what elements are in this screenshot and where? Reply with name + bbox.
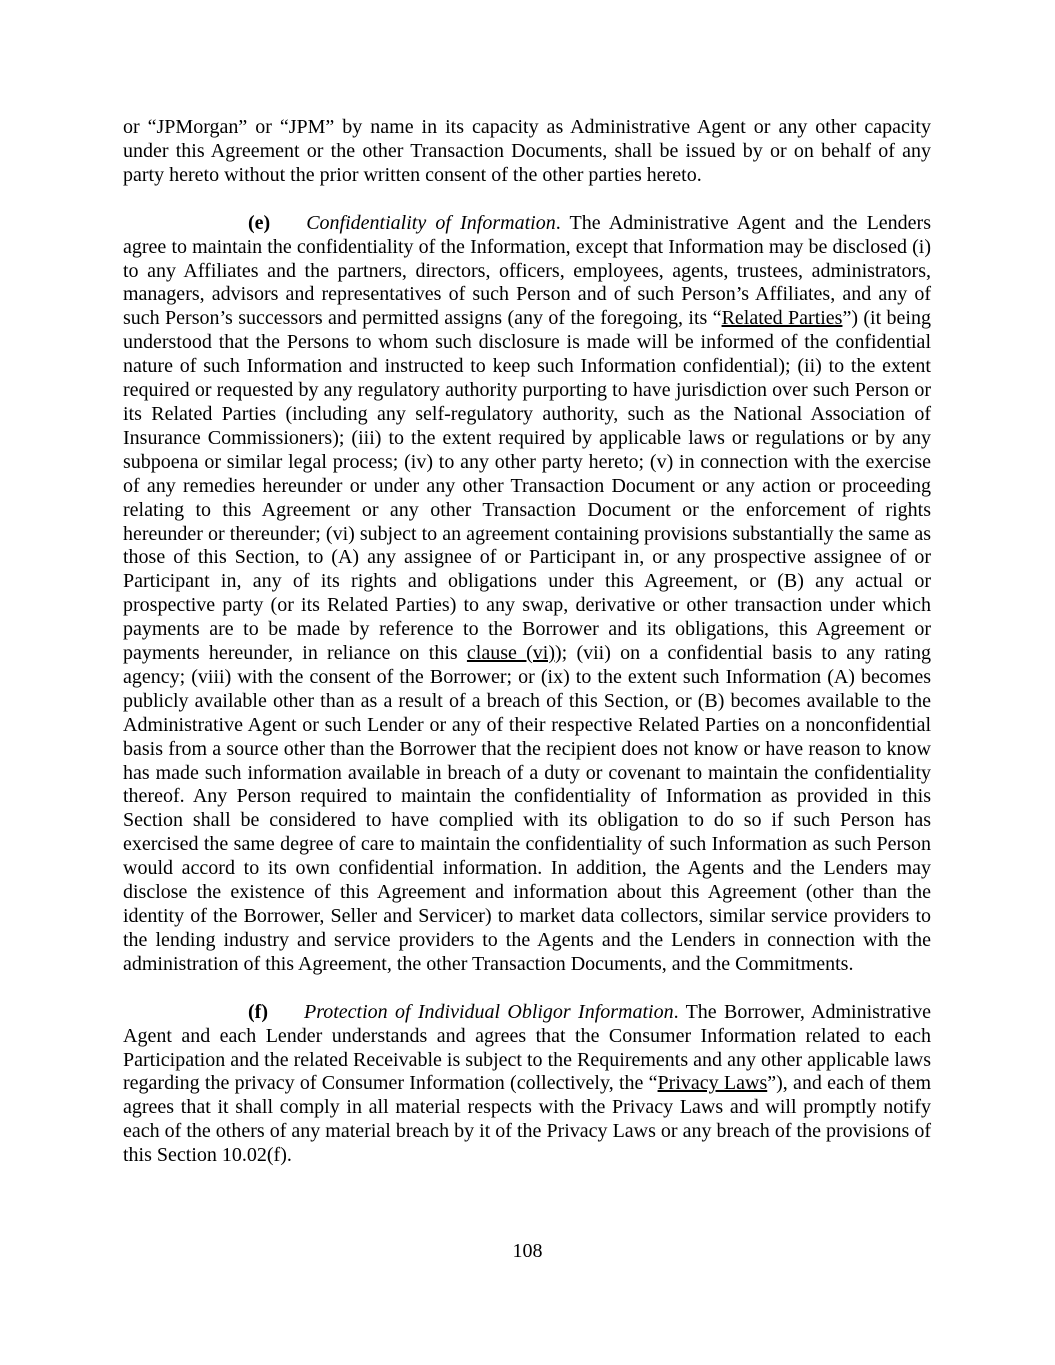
paragraph-section-f (123, 1001, 931, 1168)
paragraph-continuation (123, 116, 931, 188)
section-e-heading: Confidentiality of Information (306, 211, 556, 234)
section-f-label: (f) (248, 1000, 268, 1023)
text-run: ”), and each of them agrees that it shall comply in all material respects with the Privacy Laws and will promptly notify each of the others of any material breach by it of the Privacy Laws or any breach of the provisions of this Section 10.02(f). (123, 1072, 931, 1167)
defined-term-related-parties: Related Parties (721, 307, 843, 330)
text-run: . The Administrative Agent and the Lenders agree to maintain the confidentiality of the Information, except that Information may be disclosed (i) to any Affiliates and the partners, directors, officers, employees, agents, trustees, administrators, managers, advisors and representatives of such Person and of such Person’s Affiliates, and any of such Person’s successors and permitted assigns (any of the foregoing, its “ (123, 211, 931, 330)
page-number: 108 (512, 1240, 543, 1262)
paragraph-section-e (123, 212, 931, 977)
section-f-heading: Protection of Individual Obligor Information (303, 1000, 674, 1023)
text-run: ”) (it being understood that the Persons to whom such disclosure is made will be informed of the confidential nature of such Information and instructed to keep such Information confidential); (ii) to the extent required or requested by any regulatory authority purporting to have jurisdiction over such Person or its Related Parties (including any self-regulatory authority, such as the National Association of Insurance Commissioners); (iii) to the extent required by applicable laws or regulations or by any subpoena or similar legal process; (iv) to any other party hereto; (v) in connection with the exercise of any remedies hereunder or under any other Transaction Document or any action or proceeding relating to this Agreement or any other Transaction Document or the enforcement of rights hereunder or thereunder; (vi) subject to an agreement containing provisions substantially the same as those of this Section, to (A) any assignee of or Participant in, or any prospective assignee of or Participant in, any of its rights and obligations under this Agreement, or (B) any actual or prospective party (or its Related Parties) to any swap, derivative or other transaction under which payments are to be made by reference to the Borrower and its obligations, this Agreement or payments hereunder, in reliance on this (123, 307, 931, 665)
text-run: ); (vii) on a confidential basis to any rating agency; (viii) with the consent of the Borrower; or (ix) to the extent such Information (A) becomes publicly available other than as a result of a breach of this Section, or (B) becomes available to the Administrative Agent or such Lender or any of their respective Related Parties on a nonconfidential basis from a source other than the Borrower that the recipient does not know or have reason to know has made such information available in breach of a duty or covenant to maintain the confidentiality thereof. Any Person required to maintain the confidentiality of Information as provided in this Section shall be considered to have complied with its obligation to do so if such Person has exercised the same degree of care to maintain the confidentiality of such Information as such Person would accord to its own confidential information. In addition, the Agents and the Lenders may disclose the existence of this Agreement and information about this Agreement (other than the identity of the Borrower, Seller and Servicer) to market data collectors, similar service providers to the lending industry and service providers to the Agents and the Lenders in connection with the administration of this Agreement, the other Transaction Documents, and the Commitments. (123, 642, 931, 975)
section-e-label: (e) (248, 211, 271, 234)
text-run: or “JPMorgan” or “JPM” by name in its capacity as Administrative Agent or any other capacity under this Agreement or the other Transaction Documents, shall be issued by or on behalf of any party hereto without the prior written consent of the other parties hereto. (123, 116, 931, 186)
text-run: . The Borrower, Administrative Agent and each Lender understands and agrees that the Consumer Information related to each Participation and the related Receivable is subject to the Requirements and any other applicable laws regarding the privacy of Consumer Information (collectively, the “ (123, 1000, 932, 1095)
defined-term-privacy-laws: Privacy Laws (657, 1072, 768, 1095)
cross-reference-clause-vi: clause (vi) (466, 642, 555, 665)
